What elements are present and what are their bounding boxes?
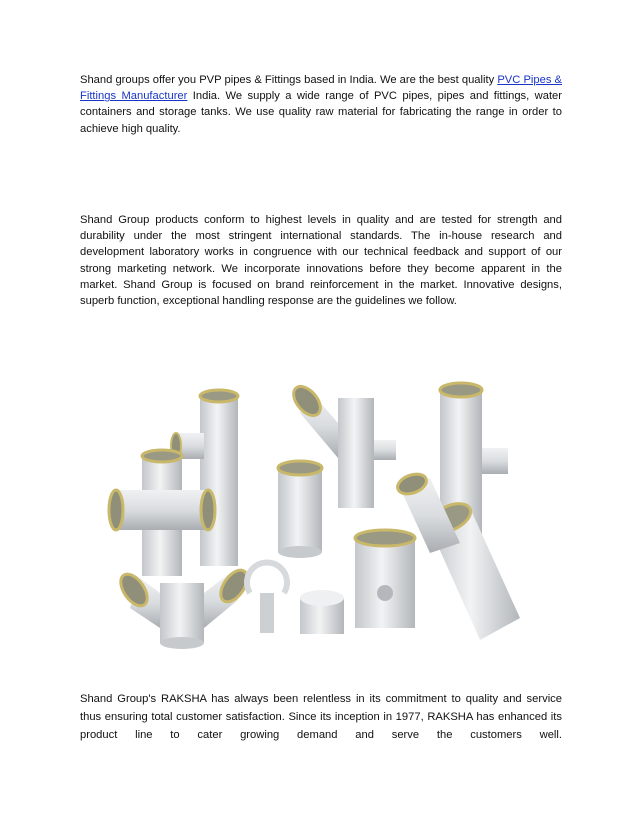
intro-text-start: Shand groups offer you PVP pipes & Fittings based in India. We are the best quality: [80, 74, 498, 86]
pvc-fittings-image: [100, 368, 540, 668]
end-cap-shape: [300, 590, 344, 634]
pvc-pipes-manufacturer-link[interactable]: PVC Pipes & Fittings Manufacturer: [80, 74, 562, 103]
intro-text-end: India. We supply a wide range of PVC pipes, pipes and fittings, water containers and storage tanks. We use quality raw material for fabricating the range in order to achieve high quality.: [80, 90, 562, 135]
pipe-clip-shape: [247, 562, 287, 633]
raksha-paragraph: Shand Group's RAKSHA has always been relentless in its commitment to quality and service thus ensuring total customer satisfaction. Since its inception in 1977, RAKSHA has enhanced its product line to cater growing demand and serve the customers well.: [80, 693, 562, 741]
quality-paragraph: Shand Group products conform to highest levels in quality and are tested for strength and durability under the most stringent international standards. The in-house research and development laboratory works in congruence with our technical feedback and support of our strong marketing network. We incorporate innovations before they become apparent in the market. Shand Group is focused on brand reinforcement in the market. Innovative designs, superb function, exceptional handling response are the guidelines we follow.: [80, 214, 562, 308]
intro-paragraph: [80, 72, 562, 137]
coupling-fitting-shape: [278, 461, 322, 558]
cross-fitting-shape: [109, 450, 215, 576]
double-y-fitting-shape: [115, 566, 252, 649]
junction-fitting-shape: [355, 530, 415, 628]
